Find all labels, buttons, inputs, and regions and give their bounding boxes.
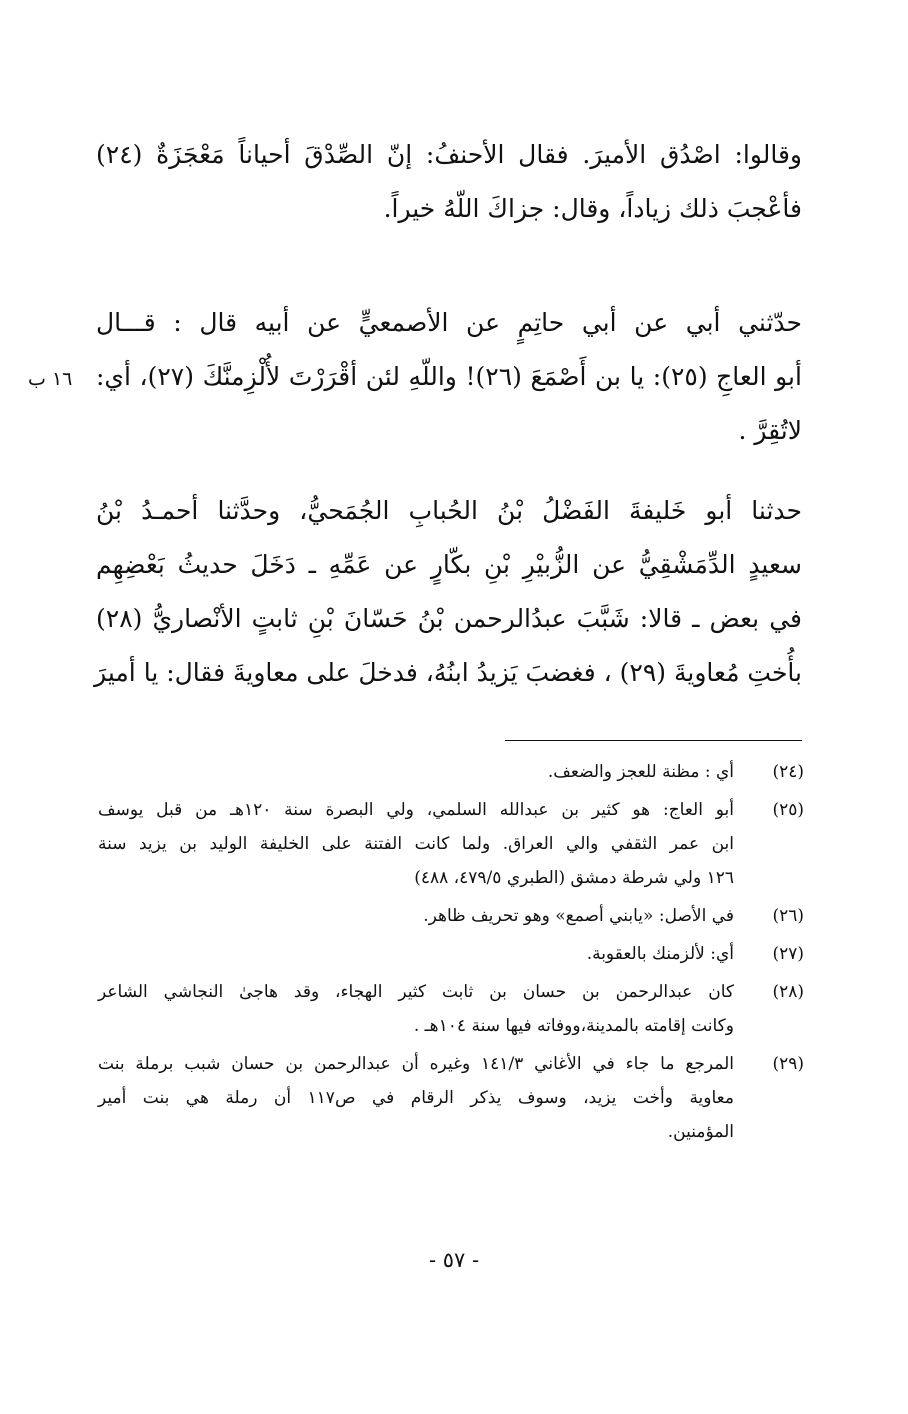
text-line: وقالوا: اصْدُق الأميرَ. فقال الأحنفُ: إنّ الصِّدْقَ أحياناً مَعْجَزَةٌ (٢٤) — [96, 140, 802, 169]
footnote-line: المرجع ما جاء في الأغاني ١٤١/٣ وغيره أن عبدالرحمن بن حسان شبب برملة بنت — [98, 1054, 734, 1074]
text-line: لاتُقِرَّ . — [738, 416, 802, 445]
footnote-line: أي : مظنة للعجز والضعف. — [547, 762, 734, 782]
footnote-line: كان عبدالرحمن بن حسان بن ثابت كثير الهجاء، وقد هاجىٰ النجاشي الشاعر — [98, 982, 734, 1002]
paragraph-1 — [96, 128, 802, 236]
footnote-27 — [98, 937, 804, 971]
footnote-number: (٢٩) — [772, 1054, 804, 1074]
footnote-body — [98, 899, 734, 933]
paragraph-2 — [96, 296, 802, 458]
footnote-body — [98, 793, 734, 895]
paragraph-3 — [96, 484, 802, 700]
footnote-number: (٢٨) — [772, 982, 804, 1002]
footnote-number: (٢٧) — [772, 944, 804, 964]
footnote-separator — [505, 740, 802, 741]
margin-folio-note: ١٦ ب — [28, 368, 73, 390]
footnote-28 — [98, 975, 804, 1043]
footnote-body — [98, 1047, 734, 1149]
footnote-line: المؤمنين. — [667, 1122, 734, 1142]
footnote-body — [98, 937, 734, 971]
text-line: حدثنا أبو خَليفةَ الفَضْلُ بْنُ الحُبابِ الجُمَحيُّ، وحدَّثنا أحمـدُ بْنُ — [96, 496, 802, 525]
footnote-line: في الأصل: «يابني أصمع» وهو تحريف ظاهر. — [423, 906, 734, 926]
footnote-26 — [98, 899, 804, 933]
footnote-line: وكانت إقامته بالمدينة،ووفاته فيها سنة ١٠٤هـ . — [413, 1016, 734, 1036]
footnote-body — [98, 755, 734, 789]
footnote-line: ١٢٦ ولي شرطة دمشق (الطبري ٤٧٩/٥، ٤٨٨) — [414, 868, 734, 888]
footnote-number: (٢٥) — [772, 800, 804, 820]
text-line: فأعْجبَ ذلك زياداً، وقال: جزاكَ اللّهُ خيراً. — [383, 194, 802, 223]
footnotes — [98, 755, 804, 1153]
footnote-line: ابن عمر الثقفي والي العراق. ولما كانت الفتنة على الخليفة الوليد بن يزيد سنة — [98, 834, 734, 854]
text-line: سعيدٍ الدِّمَشْقِيُّ عن الزُّبيْرِ بْنِ بكّارٍ عن عَمِّهِ ـ دَخَلَ حديثُ بَعْضِهِم — [96, 550, 802, 579]
footnote-line: معاوية وأخت يزيد، وسوف يذكر الرقام في ص١١٧ أن رملة هي بنت أمير — [98, 1088, 734, 1108]
footnote-line: أي: لألزمنك بالعقوبة. — [586, 944, 734, 964]
page-number: - ٥٧ - — [428, 1248, 480, 1272]
text-line: أبو العاجِ (٢٥): يا بن أَصْمَعَ (٢٦)! واللّهِ لئن أقْرَرْتَ لأُلْزِمنَّكَ (٢٧)، أي: — [96, 362, 802, 391]
text-line: في بعض ـ قالا: شَبَّبَ عبدُالرحمن بْنُ حَسّانَ بْنِ ثابتٍ الأنْصاريُّ (٢٨) — [96, 604, 802, 633]
footnote-29 — [98, 1047, 804, 1149]
footnote-body — [98, 975, 734, 1043]
footnote-line: أبو العاج: هو كثير بن عبدالله السلمي، ولي البصرة سنة ١٢٠هـ من قبل يوسف — [98, 800, 734, 820]
footnote-25 — [98, 793, 804, 895]
footnote-number: (٢٦) — [772, 906, 804, 926]
text-line: بأُختِ مُعاويةَ (٢٩) ، فغضبَ يَزيدُ ابنُهُ، فدخلَ على معاويةَ فقال: يا أميرَ — [94, 658, 802, 687]
text-line: حدّثني أبي عن أبي حاتِمٍ عن الأصمعيٍّ عن أبيه قال : قـــال — [96, 308, 802, 337]
footnote-24 — [98, 755, 804, 789]
footnote-number: (٢٤) — [772, 762, 804, 782]
